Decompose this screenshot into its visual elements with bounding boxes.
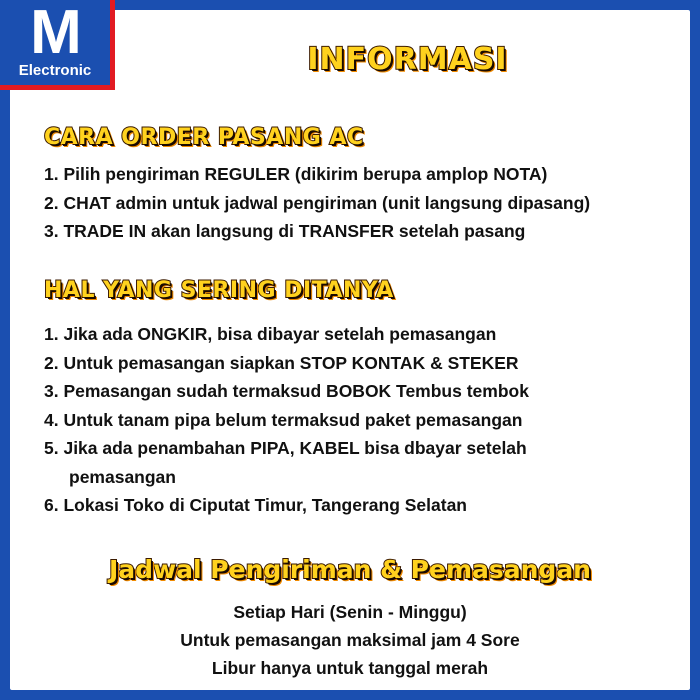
list-item: 3. TRADE IN akan langsung di TRANSFER setelah pasang xyxy=(44,221,526,241)
list-item: 4. Untuk tanam pipa belum termaksud paket pemasangan xyxy=(44,409,523,430)
schedule-line: Libur hanya untuk tanggal merah xyxy=(211,658,489,678)
schedule-line: Untuk pemasangan maksimal jam 4 Sore xyxy=(180,630,520,650)
page-title: INFORMASI xyxy=(307,42,508,77)
brand-logo xyxy=(0,0,115,90)
list-item: 1. Jika ada ONGKIR, bisa dibayar setelah pemasangan xyxy=(44,324,497,344)
faq-list xyxy=(44,320,529,520)
list-item-continuation: pemasangan xyxy=(69,466,176,487)
list-item: 2. CHAT admin untuk jadwal pengiriman (unit langsung dipasang) xyxy=(44,192,591,213)
order-heading: CARA ORDER PASANG AC xyxy=(44,125,364,150)
schedule-heading: Jadwal Pengiriman & Pemasangan xyxy=(109,555,591,584)
list-item: 3. Pemasangan sudah termaksud BOBOK Tembus tembok xyxy=(44,381,529,401)
logo-letter: M xyxy=(30,0,80,67)
faq-heading: HAL YANG SERING DITANYA xyxy=(44,278,394,303)
list-item: 5. Jika ada penambahan PIPA, KABEL bisa dbayar setelah xyxy=(44,438,527,458)
logo-text: Electronic xyxy=(18,62,92,79)
list-item: 1. Pilih pengiriman REGULER (dikirim berupa amplop NOTA) xyxy=(44,164,548,184)
order-steps-list xyxy=(44,160,590,246)
list-item: 2. Untuk pemasangan siapkan STOP KONTAK & STEKER xyxy=(44,352,519,373)
schedule-line: Setiap Hari (Senin - Minggu) xyxy=(233,602,467,622)
list-item: 6. Lokasi Toko di Ciputat Timur, Tangerang Selatan xyxy=(44,495,467,515)
info-panel xyxy=(10,10,690,690)
